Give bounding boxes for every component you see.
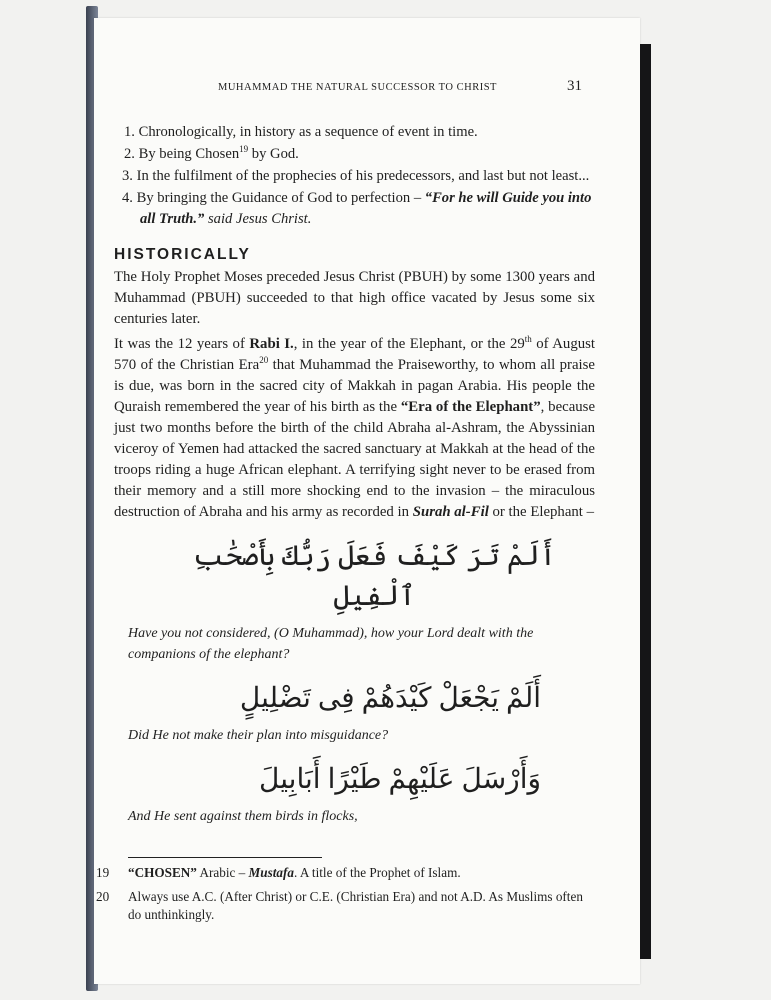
list-number: 2.: [124, 146, 135, 162]
arabic-verse: أَلَمْ تَرَ كَيْفَ فَعَلَ رَبُّكَ بِأَصْحَٰبِ ٱلْفِيلِ: [192, 541, 557, 612]
list-item: [122, 122, 595, 143]
footnote-divider: [128, 857, 322, 858]
footnote: [96, 864, 596, 882]
list-number: 3.: [122, 168, 133, 184]
section-heading: HISTORICALLY: [114, 246, 251, 263]
verse-translation: And He sent against them birds in flocks,: [128, 809, 358, 824]
footnote-ref: 20: [259, 355, 269, 366]
superscript: th: [524, 334, 532, 345]
footnote: [96, 888, 596, 924]
text-run: of August 570 of the Christian Era: [114, 336, 595, 373]
arabic-verse: وَأَرْسَلَ عَلَيْهِمْ طَيْرًا أَبَابِيلَ: [259, 764, 541, 795]
numbered-list: [108, 122, 595, 230]
paragraph: [114, 334, 595, 523]
arabic-verse: أَلَمْ يَجْعَلْ كَيْدَهُمْ فِى تَضْلِيلٍ: [239, 683, 541, 714]
list-text: In the fulfilment of the prophecies of his predecessors, and last but not least...: [136, 168, 590, 184]
list-text: by God.: [248, 146, 299, 162]
verse-translation: Did He not make their plan into misguidance?: [128, 728, 389, 743]
paragraph: The Holy Prophet Moses preceded Jesus Christ (PBUH) by some 1300 years and Muhammad (PBUH) succeeded to that high office vacated by Jesus some six centuries later.: [114, 269, 595, 327]
text-run: that Muhammad the Praiseworthy, to whom all praise is due, was born in the sacred city of Makkah in pagan Arabia. His people the Quraish remembered the year of his birth as the: [114, 357, 595, 415]
text-run: , in the year of the Elephant, or the 29: [293, 336, 525, 352]
list-text: Chronologically, in history as a sequence of event in time.: [138, 124, 478, 140]
list-item: [122, 144, 595, 165]
text-run: , because just two months before the birth of the child Abraha al-Ashram, the Abyssinian viceroy of Yemen had attacked the sacred sanctuary at Makkah at the head of the troops riding a huge African elephant. A terrifying sight never to be erased from their memory and a still more shocking end to the invasion – the miraculous destruction of Abraha and his army as recorded in: [114, 399, 596, 520]
page-number: 31: [567, 78, 582, 94]
footnote-text: [128, 864, 596, 882]
text-run-bold: “CHOSEN”: [128, 865, 197, 880]
text-run: . A title of the Prophet of Islam.: [293, 865, 461, 880]
list-quote: “For he will Guide you into all Truth.”: [140, 190, 592, 227]
text-run-bold-italic: Mustafa: [248, 865, 294, 880]
footnote-ref: 19: [239, 144, 249, 155]
text-run-bold-italic: Surah al-Fil: [412, 504, 489, 520]
book-spine: [640, 44, 651, 959]
list-number: 4.: [122, 190, 133, 206]
list-text: By being Chosen: [138, 146, 240, 162]
text-run: Arabic –: [196, 865, 249, 880]
text-run: or the Elephant –: [488, 504, 595, 520]
page-body: [108, 122, 595, 827]
text-run: It was the 12 years of: [114, 336, 250, 352]
text-run-bold: “Era of the Elephant”: [400, 399, 541, 415]
text-run-bold: Rabi I.: [249, 336, 294, 352]
list-item: [122, 166, 595, 187]
footnote-number: 20: [96, 889, 110, 904]
list-text: By bringing the Guidance of God to perfection –: [136, 190, 425, 206]
footnotes: [96, 864, 596, 930]
footnote-text: Always use A.C. (After Christ) or C.E. (Christian Era) and not A.D. As Muslims often do unthinkingly.: [128, 889, 583, 922]
list-citation: said Jesus Christ.: [204, 211, 312, 227]
list-number: 1.: [124, 124, 135, 140]
running-head: MUHAMMAD THE NATURAL SUCCESSOR TO CHRIST: [218, 82, 497, 93]
list-item: [122, 188, 595, 230]
footnote-number: 19: [96, 865, 110, 880]
verse-translation: Have you not considered, (O Muhammad), how your Lord dealt with the companions of the elephant?: [128, 626, 534, 662]
